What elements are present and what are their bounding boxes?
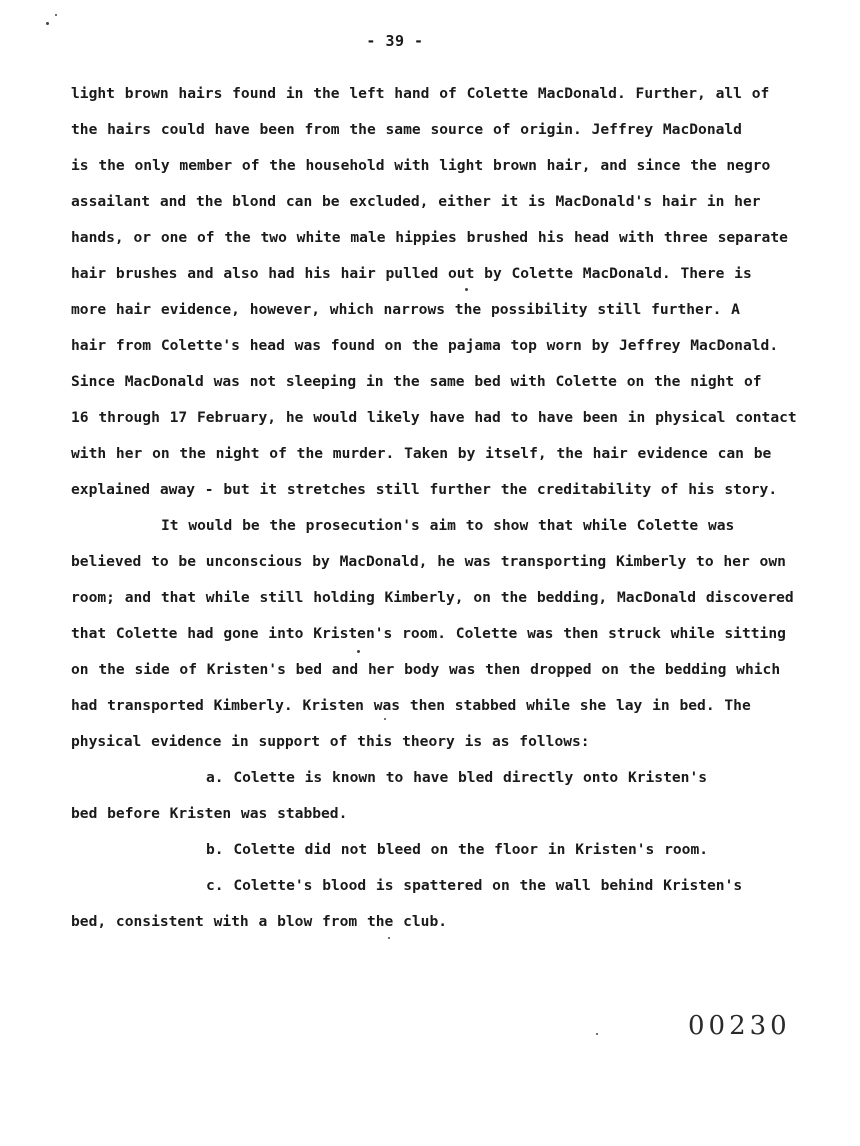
text-line: had transported Kimberly. Kristen was then stabbed while she lay in bed. The <box>71 697 751 714</box>
scan-speck <box>465 288 468 291</box>
text-line: with her on the night of the murder. Taken by itself, the hair evidence can be <box>71 445 772 462</box>
scan-speck <box>384 718 386 720</box>
list-item-continuation: bed, consistent with a blow from the club. <box>71 913 448 930</box>
scan-speck <box>596 1033 598 1035</box>
text-line: hair brushes and also had his hair pulled out by Colette MacDonald. There is <box>71 265 752 282</box>
text-line: Since MacDonald was not sleeping in the same bed with Colette on the night of <box>71 373 762 390</box>
text-line: explained away - but it stretches still further the creditability of his story. <box>71 481 778 498</box>
text-line: room; and that while still holding Kimberly, on the bedding, MacDonald discovered <box>71 589 794 606</box>
scan-speck <box>55 14 57 16</box>
scan-speck <box>388 937 390 939</box>
text-line: physical evidence in support of this theory is as follows: <box>71 733 590 750</box>
text-line: believed to be unconscious by MacDonald, he was transporting Kimberly to her own <box>71 553 786 570</box>
paragraph-prosecution-theory <box>71 514 794 766</box>
list-item <box>71 838 791 874</box>
list-item-first-line: b. Colette did not bleed on the floor in Kristen's room. <box>206 841 709 858</box>
list-item <box>71 874 791 946</box>
text-line: light brown hairs found in the left hand of Colette MacDonald. Further, all of <box>71 85 770 102</box>
text-line: hair from Colette's head was found on the pajama top worn by Jeffrey MacDonald. <box>71 337 779 354</box>
paragraph-hair-evidence <box>71 82 797 514</box>
bates-number: 00230 <box>688 1011 791 1041</box>
text-line: 16 through 17 February, he would likely have had to have been in physical contact <box>71 409 797 426</box>
list-item-continuation: bed before Kristen was stabbed. <box>71 805 348 822</box>
list-item-first-line: c. Colette's blood is spattered on the wall behind Kristen's <box>206 877 743 894</box>
text-line: that Colette had gone into Kristen's room. Colette was then struck while sitting <box>71 625 786 642</box>
document-body <box>71 82 797 946</box>
text-line: It would be the prosecution's aim to show that while Colette was <box>161 517 735 534</box>
list-item <box>71 766 791 838</box>
text-line: more hair evidence, however, which narrows the possibility still further. A <box>71 301 740 318</box>
page-number: - 39 - <box>366 32 424 50</box>
text-line: the hairs could have been from the same source of origin. Jeffrey MacDonald <box>71 121 742 138</box>
text-line: is the only member of the household with light brown hair, and since the negro <box>71 157 771 174</box>
list-item-first-line: a. Colette is known to have bled directly onto Kristen's <box>206 769 708 786</box>
evidence-list <box>71 766 791 946</box>
text-line: hands, or one of the two white male hippies brushed his head with three separate <box>71 229 788 246</box>
text-line: on the side of Kristen's bed and her body was then dropped on the bedding which <box>71 661 781 678</box>
text-line: assailant and the blond can be excluded, either it is MacDonald's hair in her <box>71 193 761 210</box>
scan-speck <box>46 22 49 25</box>
scan-speck <box>357 650 360 653</box>
